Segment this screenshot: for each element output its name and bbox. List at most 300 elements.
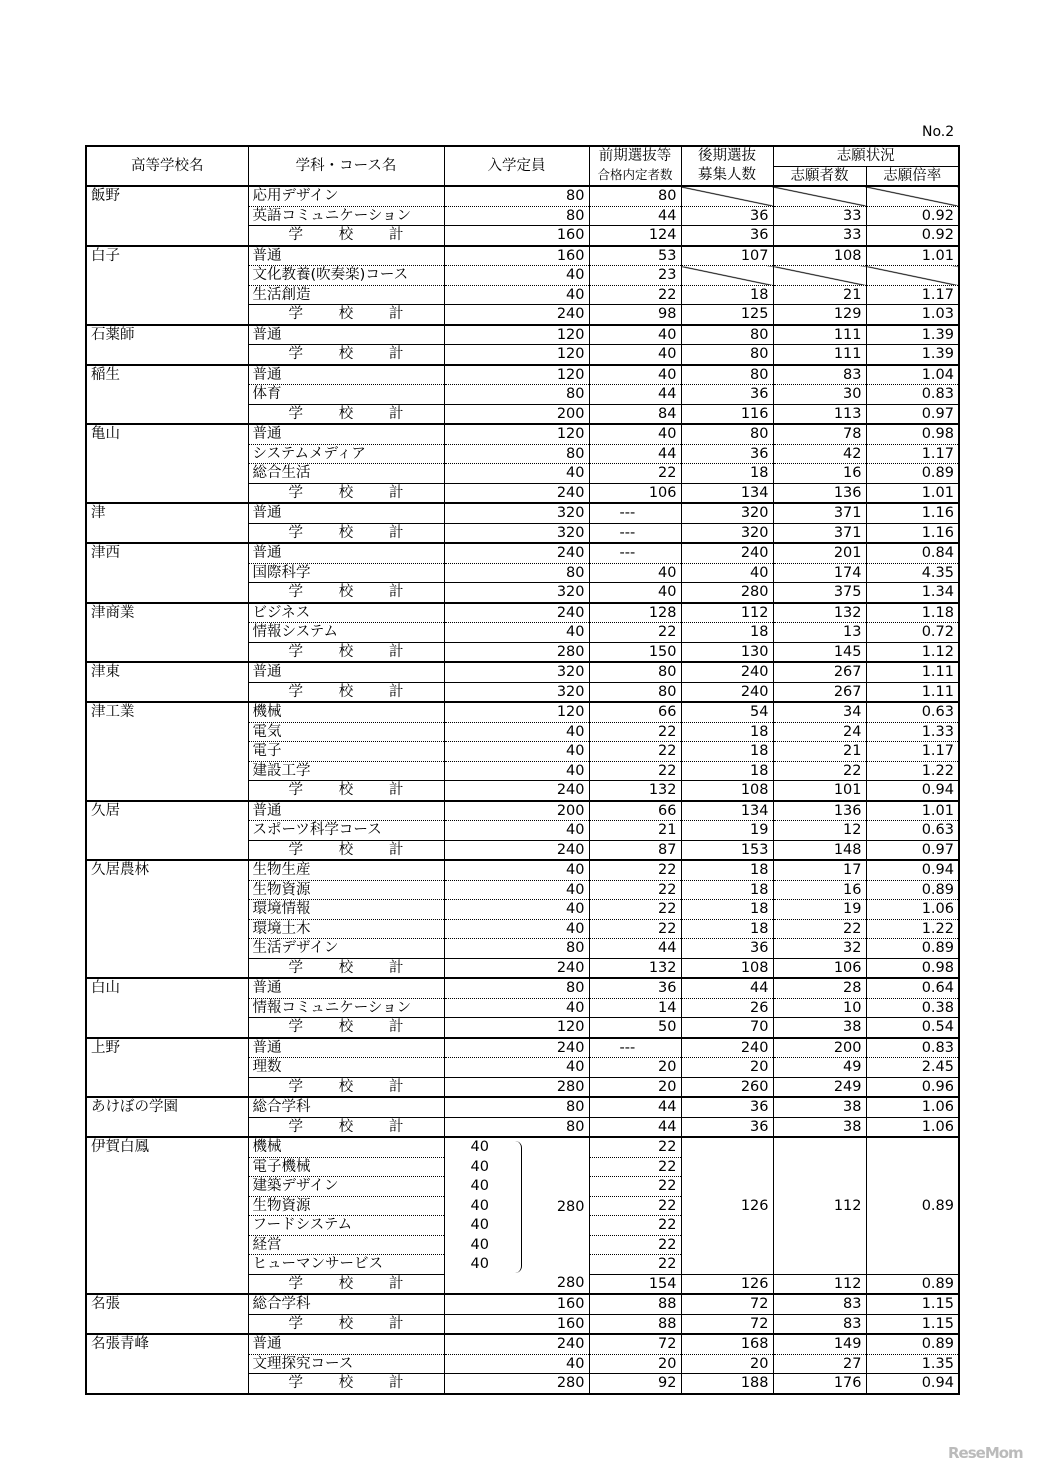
total-ratio: 1.03: [866, 305, 959, 325]
total-early: 92: [589, 1374, 681, 1394]
total-ratio: 1.06: [866, 1117, 959, 1137]
total-label-char: 学: [288, 405, 303, 422]
early-cell: 44: [589, 206, 681, 226]
early-cell: 40: [589, 365, 681, 385]
early-cell: 80: [589, 662, 681, 682]
early-cell: 53: [589, 246, 681, 266]
course-name: 理数: [248, 1058, 444, 1078]
total-capacity: 240: [444, 781, 589, 801]
early-cell: 22: [589, 860, 681, 880]
early-cell: 22: [589, 1137, 681, 1157]
total-label-char: 校: [338, 1315, 354, 1332]
total-early: 50: [589, 1018, 681, 1038]
course-name: 建設工学: [248, 761, 444, 781]
late-cell: 240: [681, 1038, 773, 1058]
applicants-cell: 28: [773, 978, 866, 998]
applicants-cell: 136: [773, 801, 866, 821]
total-ratio: 1.12: [866, 642, 959, 662]
total-applicants: 371: [773, 523, 866, 543]
early-cell: 80: [589, 186, 681, 206]
ratio-cell: 1.18: [866, 603, 959, 623]
late-cell: 36: [681, 444, 773, 464]
total-label-char: 校: [338, 782, 354, 798]
capacity-cell: 160: [444, 246, 589, 266]
total-ratio: 1.39: [866, 345, 959, 365]
late-cell: 80: [681, 325, 773, 345]
total-label-char: 学: [288, 959, 303, 976]
total-late: 130: [681, 642, 773, 662]
applicants-cell: 78: [773, 424, 866, 444]
total-ratio: 1.11: [866, 682, 959, 702]
applicants-cell: 34: [773, 702, 866, 722]
total-label-char: 計: [389, 1118, 404, 1135]
course-name: スポーツ科学コース: [248, 821, 444, 841]
total-ratio: 0.89: [866, 1274, 959, 1294]
total-capacity: 320: [444, 682, 589, 702]
early-cell: 22: [589, 464, 681, 484]
total-applicants: 249: [773, 1077, 866, 1097]
school-name: 津商業: [86, 603, 248, 663]
applicants-cell: 38: [773, 1097, 866, 1117]
course-name: 普通: [248, 246, 444, 266]
total-ratio: 0.92: [866, 226, 959, 246]
total-label: [248, 642, 444, 662]
early-cell: 40: [589, 325, 681, 345]
early-cell: 128: [589, 603, 681, 623]
ratio-cell: 1.35: [866, 1354, 959, 1374]
total-early: 88: [589, 1314, 681, 1334]
course-name: 普通: [248, 325, 444, 345]
early-cell: ---: [589, 1038, 681, 1058]
applicants-cell: 132: [773, 603, 866, 623]
total-early: 20: [589, 1077, 681, 1097]
total-late: 36: [681, 226, 773, 246]
table-row: [86, 1038, 959, 1058]
total-label-char: 校: [338, 484, 354, 501]
late-cell: 44: [681, 978, 773, 998]
total-label-char: 学: [288, 346, 303, 362]
applicants-cell: 267: [773, 662, 866, 682]
late-cell: 54: [681, 702, 773, 722]
total-capacity: 280: [444, 1274, 589, 1294]
total-label-char: 校: [338, 584, 354, 600]
capacity-cell: 240: [444, 543, 589, 563]
ratio-cell: 1.16: [866, 503, 959, 523]
diagonal-empty-cell: [866, 266, 959, 286]
ratio-cell: 1.06: [866, 1097, 959, 1117]
early-cell: 22: [589, 1196, 681, 1216]
early-cell: 40: [589, 563, 681, 583]
capacity-cell: 40: [444, 464, 589, 484]
course-name: 生活デザイン: [248, 939, 444, 959]
late-cell: 18: [681, 919, 773, 939]
capacity-cell: 80: [444, 978, 589, 998]
total-label: [248, 1018, 444, 1038]
course-name: 普通: [248, 978, 444, 998]
early-cell: 22: [589, 722, 681, 742]
total-late: 116: [681, 404, 773, 424]
header-course: 学科・コース名: [248, 146, 444, 186]
course-capacity: 40: [470, 1197, 489, 1214]
ratio-cell: 0.92: [866, 206, 959, 226]
total-label-char: 校: [338, 346, 354, 362]
early-cell: 22: [589, 1157, 681, 1177]
total-label-char: 計: [389, 584, 404, 600]
total-label-char: 計: [389, 524, 404, 541]
total-label: [248, 840, 444, 860]
total-capacity: 280: [444, 1077, 589, 1097]
late-cell: 40: [681, 563, 773, 583]
course-name: 情報システム: [248, 623, 444, 643]
total-early: 98: [589, 305, 681, 325]
ratio-cell: 0.89: [866, 880, 959, 900]
header-capacity: 入学定員: [444, 146, 589, 186]
applicants-cell: 371: [773, 503, 866, 523]
capacity-cell: 80: [444, 206, 589, 226]
capacity-cell: 120: [444, 702, 589, 722]
total-applicants: 33: [773, 226, 866, 246]
course-name: 総合生活: [248, 464, 444, 484]
early-cell: 22: [589, 742, 681, 762]
late-cell: 112: [681, 603, 773, 623]
total-ratio: 0.94: [866, 1374, 959, 1394]
capacity-cell: 80: [444, 385, 589, 405]
total-label: [248, 682, 444, 702]
early-cell: 20: [589, 1354, 681, 1374]
total-capacity: 320: [444, 523, 589, 543]
capacity-cell: [444, 1255, 589, 1275]
header-early: 前期選抜等: [589, 146, 681, 166]
total-capacity: 80: [444, 1117, 589, 1137]
ratio-cell: 2.45: [866, 1058, 959, 1078]
late-cell: 240: [681, 662, 773, 682]
total-label-char: 計: [389, 227, 404, 243]
total-applicants: 112: [773, 1274, 866, 1294]
capacity-cell: 40: [444, 761, 589, 781]
capacity-cell: 120: [444, 424, 589, 444]
total-label-char: 計: [389, 1275, 404, 1292]
total-late: 320: [681, 523, 773, 543]
group-capacity-value: 280: [556, 1199, 585, 1215]
early-cell: 22: [589, 1235, 681, 1255]
early-cell: 44: [589, 1097, 681, 1117]
capacity-cell: 80: [444, 939, 589, 959]
applicants-cell: 200: [773, 1038, 866, 1058]
early-cell: ---: [589, 543, 681, 563]
total-late: 134: [681, 483, 773, 503]
page-number: No.2: [922, 124, 955, 140]
course-name: 生物資源: [248, 880, 444, 900]
table-row: [86, 186, 959, 206]
course-name: 生物生産: [248, 860, 444, 880]
late-cell: 18: [681, 623, 773, 643]
total-late: 70: [681, 1018, 773, 1038]
total-applicants: 101: [773, 781, 866, 801]
applicants-cell: 30: [773, 385, 866, 405]
total-applicants: 136: [773, 483, 866, 503]
late-cell: 126: [681, 1137, 773, 1274]
total-early: 124: [589, 226, 681, 246]
school-name: 津工業: [86, 702, 248, 801]
applicants-cell: 27: [773, 1354, 866, 1374]
total-late: 125: [681, 305, 773, 325]
table-row: [86, 365, 959, 385]
diagonal-empty-cell: [773, 266, 866, 286]
total-label: [248, 1374, 444, 1394]
late-cell: 18: [681, 285, 773, 305]
capacity-cell: 80: [444, 186, 589, 206]
total-late: 126: [681, 1274, 773, 1294]
early-cell: 22: [589, 285, 681, 305]
table-row: [86, 1334, 959, 1354]
total-late: 80: [681, 345, 773, 365]
total-label-char: 学: [288, 841, 303, 858]
total-label: [248, 1314, 444, 1334]
applicants-cell: 19: [773, 900, 866, 920]
table-row: [86, 662, 959, 682]
table-row: [86, 424, 959, 444]
course-name: 普通: [248, 543, 444, 563]
total-label-char: 計: [389, 841, 404, 858]
applicants-cell: 112: [773, 1137, 866, 1274]
school-name: 津: [86, 503, 248, 543]
table-row: [86, 1097, 959, 1117]
total-late: 280: [681, 583, 773, 603]
capacity-cell: 120: [444, 325, 589, 345]
ratio-cell: 0.38: [866, 998, 959, 1018]
total-applicants: 38: [773, 1117, 866, 1137]
total-applicants: 106: [773, 958, 866, 978]
school-name: 津東: [86, 662, 248, 702]
late-cell: 80: [681, 424, 773, 444]
table-row: [86, 801, 959, 821]
total-label-char: 学: [288, 306, 303, 322]
total-late: 188: [681, 1374, 773, 1394]
applicants-cell: 83: [773, 1294, 866, 1314]
table-row: [86, 603, 959, 623]
total-label: [248, 1077, 444, 1097]
capacity-cell: 80: [444, 563, 589, 583]
late-cell: 18: [681, 900, 773, 920]
capacity-cell: 40: [444, 722, 589, 742]
ratio-cell: 0.89: [866, 464, 959, 484]
total-label: [248, 781, 444, 801]
school-name: 名張青峰: [86, 1334, 248, 1394]
total-capacity: 120: [444, 1018, 589, 1038]
total-applicants: 38: [773, 1018, 866, 1038]
total-label-char: 校: [338, 1078, 354, 1095]
diagonal-empty-cell: [681, 186, 773, 206]
ratio-cell: 0.83: [866, 385, 959, 405]
applicants-cell: 24: [773, 722, 866, 742]
total-early: 150: [589, 642, 681, 662]
table-row: [86, 860, 959, 880]
early-cell: 44: [589, 444, 681, 464]
ratio-cell: 0.64: [866, 978, 959, 998]
ratio-cell: 0.84: [866, 543, 959, 563]
capacity-cell: 200: [444, 801, 589, 821]
total-label-char: 計: [389, 346, 404, 362]
total-late: 108: [681, 781, 773, 801]
total-label-char: 校: [338, 841, 354, 858]
total-ratio: 1.15: [866, 1314, 959, 1334]
course-name: 普通: [248, 662, 444, 682]
total-label-char: 校: [338, 1019, 354, 1035]
total-early: 106: [589, 483, 681, 503]
table-row: [86, 702, 959, 722]
total-label: [248, 1274, 444, 1294]
capacity-cell: [444, 1235, 589, 1255]
school-name: 白山: [86, 978, 248, 1038]
early-cell: 22: [589, 1177, 681, 1197]
course-capacity: 40: [470, 1139, 489, 1156]
late-cell: 36: [681, 939, 773, 959]
course-name: 普通: [248, 424, 444, 444]
total-ratio: 0.54: [866, 1018, 959, 1038]
total-label-char: 校: [338, 1275, 354, 1292]
total-late: 260: [681, 1077, 773, 1097]
early-cell: 36: [589, 978, 681, 998]
ratio-cell: 1.22: [866, 761, 959, 781]
course-name: 環境情報: [248, 900, 444, 920]
table-row: [86, 978, 959, 998]
table-row: [86, 543, 959, 563]
late-cell: 20: [681, 1354, 773, 1374]
header-late: 後期選抜: [681, 146, 773, 166]
early-cell: 22: [589, 1216, 681, 1236]
course-name: 文理探究コース: [248, 1354, 444, 1374]
applicants-cell: 22: [773, 761, 866, 781]
course-name: システムメディア: [248, 444, 444, 464]
total-label-char: 学: [288, 782, 303, 798]
applicants-cell: 16: [773, 880, 866, 900]
early-cell: ---: [589, 503, 681, 523]
total-label: [248, 1117, 444, 1137]
applicants-cell: 17: [773, 860, 866, 880]
early-cell: 44: [589, 939, 681, 959]
total-early: 40: [589, 345, 681, 365]
capacity-cell: 80: [444, 1097, 589, 1117]
total-capacity: 120: [444, 345, 589, 365]
school-name: 久居: [86, 801, 248, 861]
total-label-char: 計: [389, 405, 404, 422]
school-name: 白子: [86, 246, 248, 325]
table-row: [86, 1137, 959, 1157]
course-name: 総合学科: [248, 1294, 444, 1314]
total-label-char: 校: [338, 306, 354, 322]
capacity-cell: 40: [444, 900, 589, 920]
total-applicants: 176: [773, 1374, 866, 1394]
early-cell: 22: [589, 900, 681, 920]
ratio-cell: 1.11: [866, 662, 959, 682]
total-label-char: 計: [389, 306, 404, 322]
ratio-cell: 0.72: [866, 623, 959, 643]
ratio-cell: 4.35: [866, 563, 959, 583]
table-row: [86, 1294, 959, 1314]
header-ratio: 志願倍率: [866, 166, 959, 186]
total-early: 84: [589, 404, 681, 424]
early-cell: 22: [589, 1255, 681, 1275]
resemom-logo: ReseMom: [948, 1444, 1023, 1462]
applicants-cell: 21: [773, 742, 866, 762]
ratio-cell: 1.06: [866, 900, 959, 920]
diagonal-empty-cell: [773, 186, 866, 206]
total-ratio: 1.01: [866, 483, 959, 503]
total-label-char: 計: [389, 683, 404, 700]
capacity-cell: 40: [444, 860, 589, 880]
total-label-char: 学: [288, 1118, 303, 1135]
ratio-cell: 0.89: [866, 1137, 959, 1274]
course-name: 情報コミュニケーション: [248, 998, 444, 1018]
late-cell: 26: [681, 998, 773, 1018]
total-label: [248, 345, 444, 365]
school-name: 津西: [86, 543, 248, 603]
course-name: 電気: [248, 722, 444, 742]
total-label-char: 学: [288, 1315, 303, 1332]
applicants-cell: 16: [773, 464, 866, 484]
ratio-cell: 1.01: [866, 246, 959, 266]
total-early: 154: [589, 1274, 681, 1294]
late-cell: 107: [681, 246, 773, 266]
applicants-cell: 108: [773, 246, 866, 266]
total-label-char: 計: [389, 1375, 404, 1391]
total-late: 108: [681, 958, 773, 978]
ratio-cell: 0.94: [866, 860, 959, 880]
applicants-cell: 12: [773, 821, 866, 841]
ratio-cell: 1.33: [866, 722, 959, 742]
late-cell: 240: [681, 543, 773, 563]
capacity-cell: 320: [444, 662, 589, 682]
late-cell: 18: [681, 464, 773, 484]
total-early: 40: [589, 583, 681, 603]
late-cell: 18: [681, 742, 773, 762]
applicants-cell: 32: [773, 939, 866, 959]
capacity-cell: 80: [444, 444, 589, 464]
capacity-cell: 40: [444, 285, 589, 305]
total-early: ---: [589, 523, 681, 543]
total-label-char: 校: [338, 683, 354, 700]
table-row: [86, 503, 959, 523]
applicants-cell: 21: [773, 285, 866, 305]
total-capacity: 240: [444, 840, 589, 860]
total-label-char: 学: [288, 524, 303, 541]
course-name: 経営: [248, 1235, 444, 1255]
capacity-cell: 40: [444, 880, 589, 900]
course-name: 環境土木: [248, 919, 444, 939]
diagonal-empty-cell: [681, 266, 773, 286]
capacity-cell: [444, 1137, 589, 1215]
total-label: [248, 226, 444, 246]
course-capacity: 40: [470, 1158, 489, 1175]
course-name: 英語コミュニケーション: [248, 206, 444, 226]
header-early-sub: 合格内定者数: [589, 166, 681, 186]
capacity-cell: 40: [444, 821, 589, 841]
course-name: 機械: [248, 1137, 444, 1157]
course-name: 普通: [248, 1334, 444, 1354]
applicants-cell: 149: [773, 1334, 866, 1354]
course-name: ビジネス: [248, 603, 444, 623]
total-label-char: 学: [288, 1375, 303, 1391]
applicants-cell: 201: [773, 543, 866, 563]
late-cell: 18: [681, 722, 773, 742]
total-ratio: 0.98: [866, 958, 959, 978]
total-applicants: 145: [773, 642, 866, 662]
early-cell: 66: [589, 702, 681, 722]
table-row: [86, 325, 959, 345]
late-cell: 72: [681, 1294, 773, 1314]
total-label-char: 計: [389, 782, 404, 798]
early-cell: 23: [589, 266, 681, 286]
